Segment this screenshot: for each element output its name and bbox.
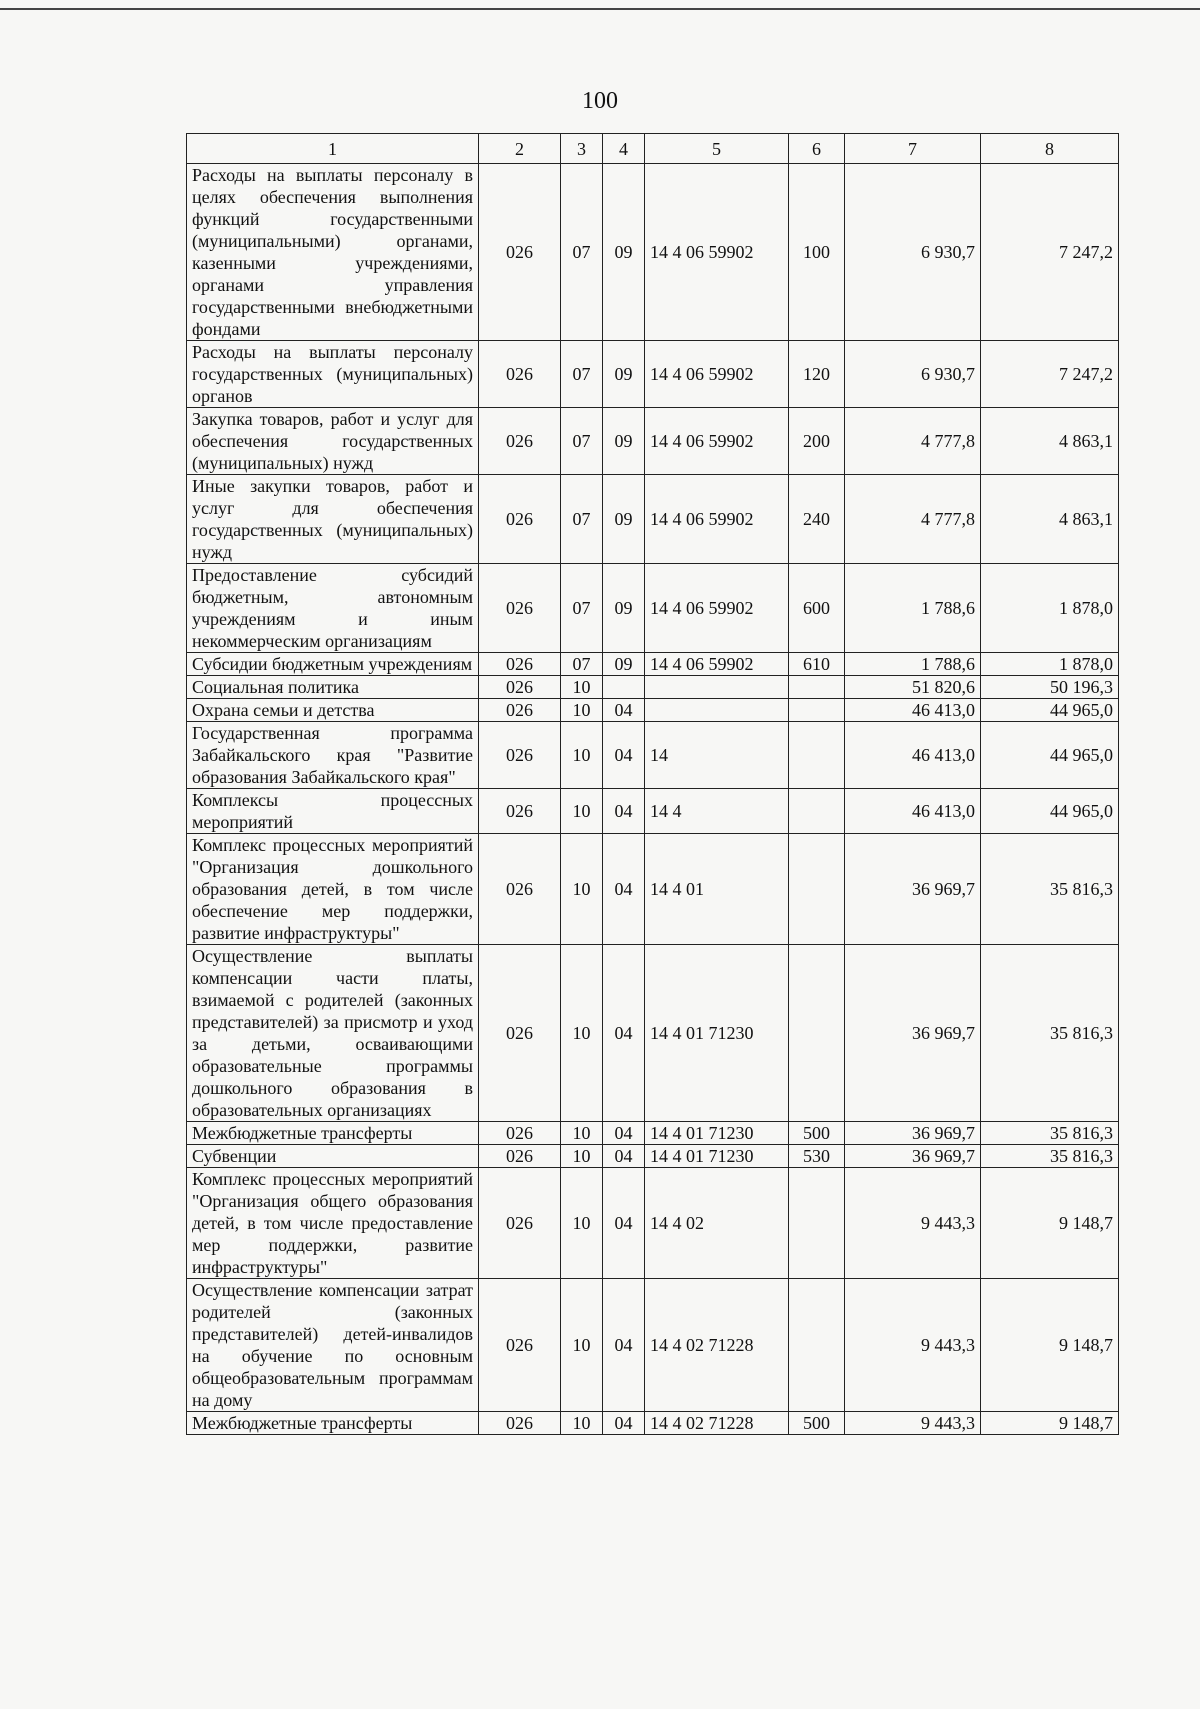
row-expense-type-cell: 610 bbox=[789, 653, 845, 676]
table-row bbox=[187, 1412, 1119, 1435]
row-section-cell: 07 bbox=[561, 408, 603, 475]
header-row bbox=[187, 134, 1119, 164]
row-name-cell: Осуществление выплаты компенсации части платы, взимаемой с родителей (законных представителей) за присмотр и уход за детьми, осваивающими образовательные программы дошкольного образования в образовательных организациях bbox=[187, 945, 479, 1122]
row-ministry-code-cell: 026 bbox=[479, 564, 561, 653]
row-name-cell: Межбюджетные трансферты bbox=[187, 1122, 479, 1145]
row-amount-year1-cell: 36 969,7 bbox=[845, 834, 981, 945]
table-row bbox=[187, 789, 1119, 834]
row-subsection-cell: 04 bbox=[603, 1279, 645, 1412]
row-section-cell: 07 bbox=[561, 475, 603, 564]
header-col-4: 4 bbox=[603, 134, 645, 164]
table-row bbox=[187, 699, 1119, 722]
row-section-cell: 10 bbox=[561, 1279, 603, 1412]
row-name-cell: Государственная программа Забайкальского края "Развитие образования Забайкальского края" bbox=[187, 722, 479, 789]
row-ministry-code-cell: 026 bbox=[479, 1122, 561, 1145]
row-section-cell: 10 bbox=[561, 699, 603, 722]
row-amount-year1-cell: 1 788,6 bbox=[845, 653, 981, 676]
row-ministry-code-cell: 026 bbox=[479, 722, 561, 789]
row-name-cell: Комплекс процессных мероприятий "Организация дошкольного образования детей, в том числе обеспечение мер поддержки, развитие инфраструктуры" bbox=[187, 834, 479, 945]
row-expense-type-cell bbox=[789, 834, 845, 945]
row-amount-year1-cell: 36 969,7 bbox=[845, 1122, 981, 1145]
row-section-cell: 10 bbox=[561, 945, 603, 1122]
row-target-article-cell: 14 4 01 71230 bbox=[645, 945, 789, 1122]
table-row bbox=[187, 653, 1119, 676]
row-section-cell: 10 bbox=[561, 1412, 603, 1435]
row-target-article-cell: 14 4 02 71228 bbox=[645, 1412, 789, 1435]
row-expense-type-cell: 500 bbox=[789, 1412, 845, 1435]
row-expense-type-cell bbox=[789, 1279, 845, 1412]
row-name-cell: Субсидии бюджетным учреждениям bbox=[187, 653, 479, 676]
row-name-cell: Межбюджетные трансферты bbox=[187, 1412, 479, 1435]
row-amount-year2-cell: 7 247,2 bbox=[981, 164, 1119, 341]
row-target-article-cell: 14 4 06 59902 bbox=[645, 475, 789, 564]
row-name-cell: Комплекс процессных мероприятий "Организация общего образования детей, в том числе предоставление мер поддержки, развитие инфраструктуры" bbox=[187, 1168, 479, 1279]
row-amount-year2-cell: 35 816,3 bbox=[981, 834, 1119, 945]
row-name-cell: Субвенции bbox=[187, 1145, 479, 1168]
row-subsection-cell: 09 bbox=[603, 164, 645, 341]
row-target-article-cell: 14 4 06 59902 bbox=[645, 653, 789, 676]
row-name-cell: Предоставление субсидий бюджетным, автономным учреждениям и иным некоммерческим организациям bbox=[187, 564, 479, 653]
row-name-cell: Расходы на выплаты персоналу в целях обеспечения выполнения функций государственными (муниципальными) органами, казенными учреждениями, органами управления государственными внебюджетными фондами bbox=[187, 164, 479, 341]
row-ministry-code-cell: 026 bbox=[479, 1145, 561, 1168]
row-expense-type-cell bbox=[789, 676, 845, 699]
row-target-article-cell: 14 4 06 59902 bbox=[645, 564, 789, 653]
row-target-article-cell: 14 4 06 59902 bbox=[645, 408, 789, 475]
row-amount-year1-cell: 46 413,0 bbox=[845, 789, 981, 834]
row-amount-year2-cell: 50 196,3 bbox=[981, 676, 1119, 699]
header-col-1: 1 bbox=[187, 134, 479, 164]
row-target-article-cell: 14 4 06 59902 bbox=[645, 164, 789, 341]
row-amount-year1-cell: 51 820,6 bbox=[845, 676, 981, 699]
row-amount-year2-cell: 35 816,3 bbox=[981, 1145, 1119, 1168]
row-section-cell: 07 bbox=[561, 164, 603, 341]
row-target-article-cell: 14 4 02 71228 bbox=[645, 1279, 789, 1412]
table-row bbox=[187, 945, 1119, 1122]
row-section-cell: 10 bbox=[561, 676, 603, 699]
table-row bbox=[187, 1279, 1119, 1412]
table-row bbox=[187, 564, 1119, 653]
row-ministry-code-cell: 026 bbox=[479, 1168, 561, 1279]
row-amount-year1-cell: 1 788,6 bbox=[845, 564, 981, 653]
row-amount-year2-cell: 4 863,1 bbox=[981, 475, 1119, 564]
row-name-cell: Охрана семьи и детства bbox=[187, 699, 479, 722]
row-target-article-cell: 14 bbox=[645, 722, 789, 789]
row-expense-type-cell: 500 bbox=[789, 1122, 845, 1145]
row-expense-type-cell bbox=[789, 789, 845, 834]
header-col-2: 2 bbox=[479, 134, 561, 164]
row-ministry-code-cell: 026 bbox=[479, 475, 561, 564]
row-amount-year2-cell: 1 878,0 bbox=[981, 653, 1119, 676]
table-row bbox=[187, 475, 1119, 564]
row-subsection-cell: 09 bbox=[603, 341, 645, 408]
row-name-cell: Социальная политика bbox=[187, 676, 479, 699]
row-target-article-cell: 14 4 01 bbox=[645, 834, 789, 945]
budget-table bbox=[186, 133, 1119, 1435]
table-row bbox=[187, 1145, 1119, 1168]
row-ministry-code-cell: 026 bbox=[479, 1279, 561, 1412]
row-name-cell: Расходы на выплаты персоналу государственных (муниципальных) органов bbox=[187, 341, 479, 408]
row-amount-year1-cell: 9 443,3 bbox=[845, 1279, 981, 1412]
row-expense-type-cell bbox=[789, 1168, 845, 1279]
row-ministry-code-cell: 026 bbox=[479, 1412, 561, 1435]
row-section-cell: 07 bbox=[561, 341, 603, 408]
row-amount-year2-cell: 35 816,3 bbox=[981, 1122, 1119, 1145]
row-section-cell: 10 bbox=[561, 789, 603, 834]
header-col-8: 8 bbox=[981, 134, 1119, 164]
row-amount-year2-cell: 1 878,0 bbox=[981, 564, 1119, 653]
row-expense-type-cell: 120 bbox=[789, 341, 845, 408]
row-target-article-cell bbox=[645, 699, 789, 722]
row-name-cell: Осуществление компенсации затрат родителей (законных представителей) детей-инвалидов на обучение по основным общеобразовательным программам на дому bbox=[187, 1279, 479, 1412]
header-col-3: 3 bbox=[561, 134, 603, 164]
row-target-article-cell bbox=[645, 676, 789, 699]
table-row bbox=[187, 408, 1119, 475]
table-body bbox=[187, 164, 1119, 1435]
row-expense-type-cell bbox=[789, 722, 845, 789]
row-section-cell: 07 bbox=[561, 653, 603, 676]
row-amount-year2-cell: 44 965,0 bbox=[981, 699, 1119, 722]
row-section-cell: 10 bbox=[561, 1122, 603, 1145]
row-amount-year1-cell: 46 413,0 bbox=[845, 699, 981, 722]
row-expense-type-cell: 200 bbox=[789, 408, 845, 475]
header-col-6: 6 bbox=[789, 134, 845, 164]
row-ministry-code-cell: 026 bbox=[479, 834, 561, 945]
table-row bbox=[187, 676, 1119, 699]
row-amount-year1-cell: 9 443,3 bbox=[845, 1412, 981, 1435]
row-amount-year2-cell: 4 863,1 bbox=[981, 408, 1119, 475]
table-row bbox=[187, 834, 1119, 945]
row-amount-year1-cell: 6 930,7 bbox=[845, 164, 981, 341]
row-amount-year2-cell: 44 965,0 bbox=[981, 722, 1119, 789]
row-subsection-cell: 04 bbox=[603, 1122, 645, 1145]
row-amount-year1-cell: 36 969,7 bbox=[845, 1145, 981, 1168]
row-subsection-cell: 04 bbox=[603, 945, 645, 1122]
row-subsection-cell: 09 bbox=[603, 408, 645, 475]
row-amount-year1-cell: 6 930,7 bbox=[845, 341, 981, 408]
row-ministry-code-cell: 026 bbox=[479, 341, 561, 408]
row-expense-type-cell: 100 bbox=[789, 164, 845, 341]
row-subsection-cell: 04 bbox=[603, 789, 645, 834]
row-subsection-cell: 09 bbox=[603, 564, 645, 653]
row-subsection-cell: 04 bbox=[603, 834, 645, 945]
row-ministry-code-cell: 026 bbox=[479, 676, 561, 699]
row-subsection-cell: 04 bbox=[603, 1412, 645, 1435]
row-ministry-code-cell: 026 bbox=[479, 408, 561, 475]
row-expense-type-cell bbox=[789, 699, 845, 722]
row-name-cell: Иные закупки товаров, работ и услуг для обеспечения государственных (муниципальных) нужд bbox=[187, 475, 479, 564]
row-ministry-code-cell: 026 bbox=[479, 789, 561, 834]
row-expense-type-cell bbox=[789, 945, 845, 1122]
row-name-cell: Закупка товаров, работ и услуг для обеспечения государственных (муниципальных) нужд bbox=[187, 408, 479, 475]
row-subsection-cell: 04 bbox=[603, 722, 645, 789]
row-section-cell: 10 bbox=[561, 834, 603, 945]
table-row bbox=[187, 722, 1119, 789]
row-subsection-cell: 09 bbox=[603, 653, 645, 676]
row-subsection-cell bbox=[603, 676, 645, 699]
row-subsection-cell: 04 bbox=[603, 1145, 645, 1168]
row-subsection-cell: 04 bbox=[603, 1168, 645, 1279]
row-ministry-code-cell: 026 bbox=[479, 945, 561, 1122]
table-header bbox=[187, 134, 1119, 164]
row-amount-year1-cell: 4 777,8 bbox=[845, 475, 981, 564]
row-amount-year2-cell: 9 148,7 bbox=[981, 1279, 1119, 1412]
row-target-article-cell: 14 4 01 71230 bbox=[645, 1122, 789, 1145]
row-amount-year1-cell: 46 413,0 bbox=[845, 722, 981, 789]
row-target-article-cell: 14 4 bbox=[645, 789, 789, 834]
row-amount-year2-cell: 35 816,3 bbox=[981, 945, 1119, 1122]
header-col-5: 5 bbox=[645, 134, 789, 164]
row-expense-type-cell: 530 bbox=[789, 1145, 845, 1168]
header-col-7: 7 bbox=[845, 134, 981, 164]
row-target-article-cell: 14 4 06 59902 bbox=[645, 341, 789, 408]
row-amount-year2-cell: 9 148,7 bbox=[981, 1412, 1119, 1435]
row-amount-year2-cell: 9 148,7 bbox=[981, 1168, 1119, 1279]
table-row bbox=[187, 164, 1119, 341]
row-ministry-code-cell: 026 bbox=[479, 164, 561, 341]
row-section-cell: 10 bbox=[561, 1168, 603, 1279]
row-expense-type-cell: 600 bbox=[789, 564, 845, 653]
page-number: 100 bbox=[582, 88, 618, 114]
row-amount-year1-cell: 9 443,3 bbox=[845, 1168, 981, 1279]
row-target-article-cell: 14 4 01 71230 bbox=[645, 1145, 789, 1168]
row-subsection-cell: 09 bbox=[603, 475, 645, 564]
row-ministry-code-cell: 026 bbox=[479, 699, 561, 722]
row-expense-type-cell: 240 bbox=[789, 475, 845, 564]
table-row bbox=[187, 341, 1119, 408]
row-amount-year2-cell: 7 247,2 bbox=[981, 341, 1119, 408]
table-row bbox=[187, 1122, 1119, 1145]
row-amount-year1-cell: 36 969,7 bbox=[845, 945, 981, 1122]
row-section-cell: 10 bbox=[561, 1145, 603, 1168]
row-name-cell: Комплексы процессных мероприятий bbox=[187, 789, 479, 834]
table-row bbox=[187, 1168, 1119, 1279]
row-ministry-code-cell: 026 bbox=[479, 653, 561, 676]
row-amount-year2-cell: 44 965,0 bbox=[981, 789, 1119, 834]
row-section-cell: 07 bbox=[561, 564, 603, 653]
row-subsection-cell: 04 bbox=[603, 699, 645, 722]
top-border-line bbox=[0, 8, 1200, 10]
row-section-cell: 10 bbox=[561, 722, 603, 789]
row-target-article-cell: 14 4 02 bbox=[645, 1168, 789, 1279]
row-amount-year1-cell: 4 777,8 bbox=[845, 408, 981, 475]
